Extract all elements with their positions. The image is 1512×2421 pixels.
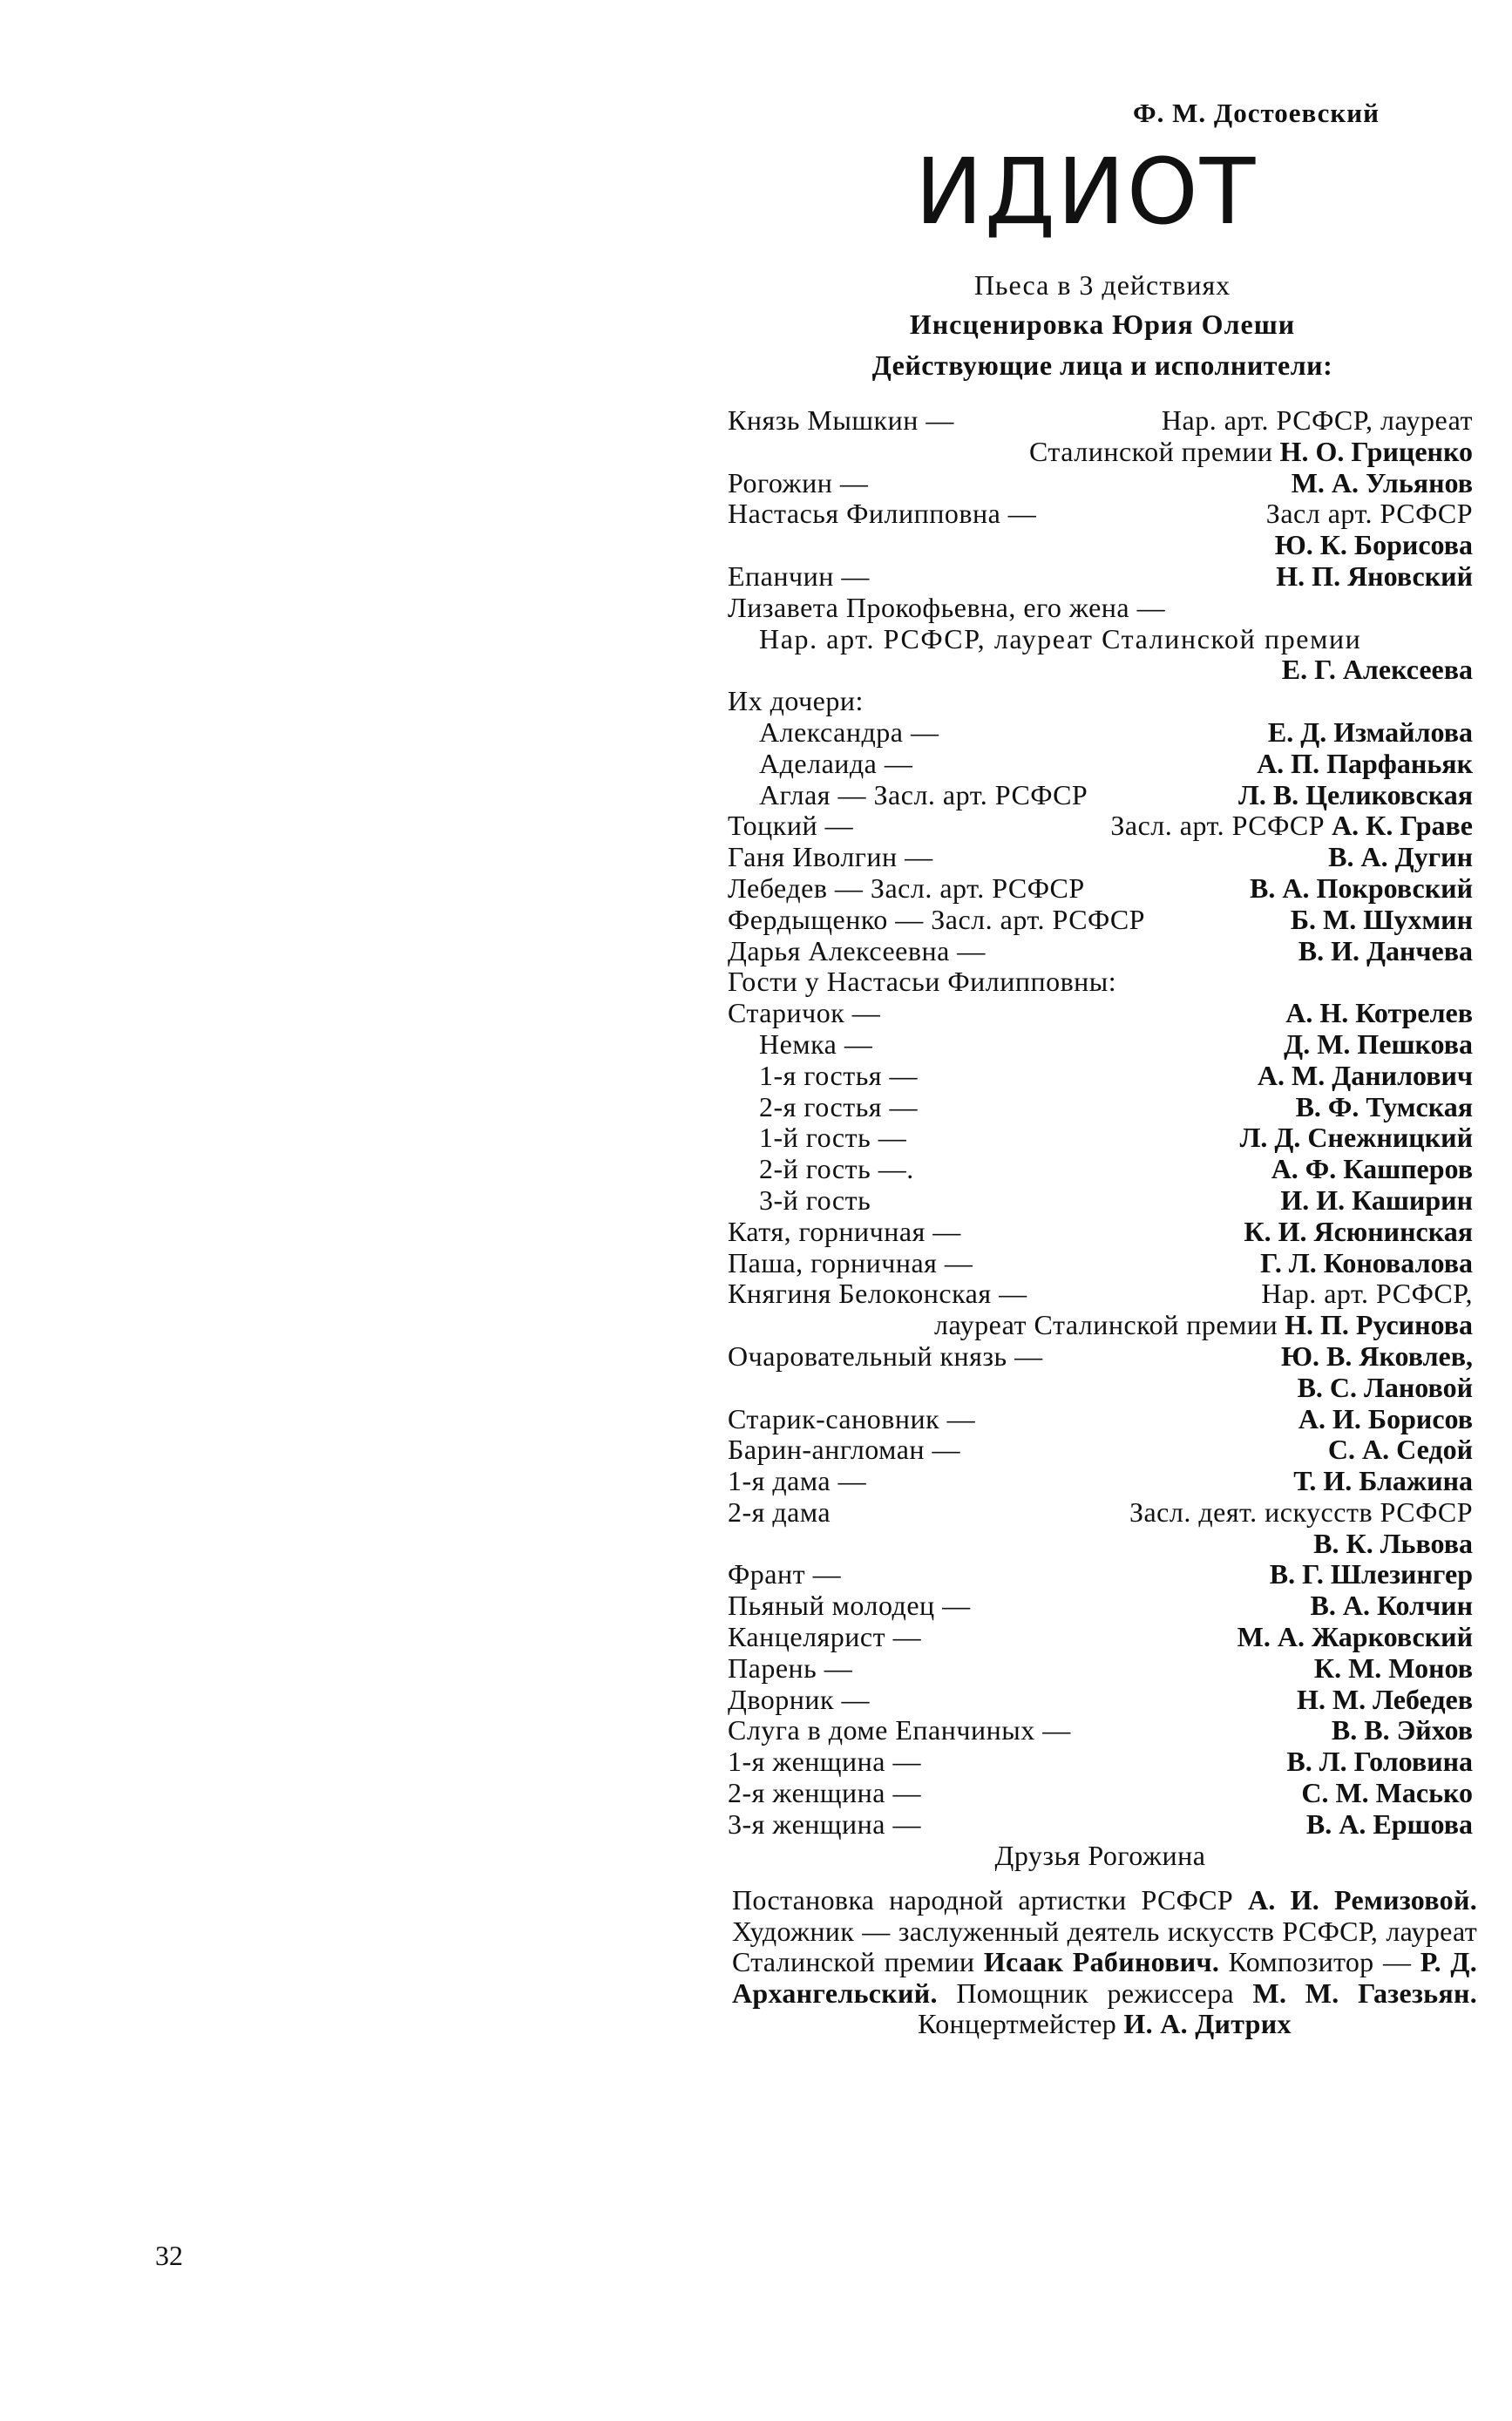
cast-row (728, 998, 1473, 1029)
cast-row (728, 1529, 1473, 1560)
role: Парень — (728, 1651, 853, 1684)
cast-row (728, 1466, 1473, 1497)
cast-row (728, 873, 1473, 905)
actor: В. С. Лановой (1297, 1371, 1473, 1403)
credits-text: Художник — заслуженный деятель искусств РСФСР, лауреат Сталинской премии (732, 1915, 1477, 1977)
role: Канцелярист — (728, 1621, 922, 1653)
credits-name: Р. Д. Архангельский. (732, 1946, 1477, 2009)
actor: А. Ф. Кашперов (1271, 1153, 1473, 1185)
credits-text: Помощник режиссера (937, 1977, 1253, 2009)
cast-row (728, 405, 1473, 437)
cast-row (728, 1685, 1473, 1716)
cast-row (728, 1248, 1473, 1279)
role: 3-я женщина — (728, 1807, 921, 1840)
actor: В. В. Эйхов (1331, 1714, 1473, 1746)
role: Рогожин — (728, 466, 869, 498)
actor: В. И. Данчева (1298, 934, 1473, 966)
group-note: Друзья Рогожина (994, 1839, 1206, 1871)
actor: В. А. Колчин (1310, 1590, 1473, 1622)
cast-row (728, 1715, 1473, 1746)
cast-row (728, 468, 1473, 499)
cast-row (728, 561, 1473, 593)
credits-text: Постановка народной артистки РСФСР (732, 1884, 1248, 1916)
cast-row (728, 1559, 1473, 1590)
actor-title: Нар. арт. РСФСР, лауреат (1161, 404, 1473, 436)
role: Дарья Алексеевна — (728, 934, 986, 966)
cast-row (728, 1841, 1473, 1872)
actor: В. Ф. Тумская (1295, 1090, 1473, 1122)
actor: Е. Д. Измайлова (1267, 715, 1473, 748)
credits-text: Композитор — (1219, 1946, 1420, 1977)
actor: А. П. Парфаньяк (1257, 747, 1473, 779)
actor: В. А. Ершова (1305, 1807, 1473, 1840)
actor: Е. Г. Алексеева (1281, 654, 1473, 686)
role: Старик-сановник — (728, 1402, 976, 1434)
credits-name: Исаак Рабинович. (983, 1946, 1220, 1977)
credits-name: А. И. Ремизовой. (1247, 1884, 1477, 1916)
cast-row (728, 654, 1473, 686)
cast-row (728, 1404, 1473, 1435)
cast-row (728, 1185, 1473, 1217)
actor: В. А. Дугин (1328, 841, 1473, 873)
cast-row (728, 1310, 1473, 1341)
actor-title: лауреат Сталинской премии (934, 1309, 1278, 1341)
role: Тоцкий — (728, 810, 854, 842)
cast-row (728, 1029, 1473, 1061)
role: 1-я женщина — (728, 1746, 921, 1778)
cast-row (728, 936, 1473, 967)
cast-row (728, 1278, 1473, 1310)
cast-row (728, 1341, 1473, 1373)
play-title: ИДИОТ (915, 139, 1258, 245)
actor: В. А. Покровский (1250, 871, 1473, 904)
cast-row (728, 1809, 1473, 1841)
actor: Н. П. Русинова (1285, 1309, 1473, 1341)
author-name: Ф. М. Достоевский (1133, 98, 1380, 128)
actor: С. М. Масько (1301, 1777, 1473, 1809)
cast-heading: Действующие лица и исполнители: (871, 349, 1333, 381)
role: Паша, горничная — (728, 1246, 973, 1278)
cast-row (728, 686, 1473, 717)
role: Ганя Иволгин — (728, 841, 933, 873)
actor-title: Сталинской премии (1028, 435, 1273, 467)
role: Дворник — (728, 1683, 871, 1715)
actor-title: Нар. арт. РСФСР, (1261, 1278, 1473, 1310)
credits-text: Концертмейстер (918, 2008, 1124, 2039)
actor-title: Засл. арт. РСФСР (1110, 810, 1326, 842)
actor: В. К. Львова (1313, 1527, 1473, 1559)
group-heading: Гости у Настасьи Филипповны: (728, 966, 1117, 998)
cast-row (728, 1778, 1473, 1809)
cast-row (728, 498, 1473, 530)
role: Франт — (728, 1558, 842, 1590)
actor: М. А. Ульянов (1291, 466, 1473, 498)
cast-row (728, 437, 1473, 468)
cast-row (728, 1092, 1473, 1123)
actor: А. Н. Котрелев (1285, 997, 1473, 1029)
role: 1-й гость — (759, 1122, 907, 1154)
actor: С. А. Седой (1327, 1434, 1473, 1466)
cast-row (728, 624, 1473, 655)
cast-row (728, 1622, 1473, 1653)
cast-row (728, 717, 1473, 749)
cast-row (728, 966, 1473, 998)
role: 1-я дама — (728, 1465, 867, 1497)
cast-row (728, 780, 1473, 811)
actor-title: Засл арт. РСФСР (1265, 498, 1473, 530)
cast-row (728, 1373, 1473, 1404)
cast-row (728, 1746, 1473, 1778)
role: Пьяный молодец — (728, 1590, 971, 1622)
actor: В. Г. Шлезингер (1269, 1558, 1473, 1590)
cast-row (728, 1122, 1473, 1154)
cast-row (728, 1061, 1473, 1092)
actor: Л. В. Целиковская (1237, 778, 1473, 810)
cast-row (728, 1653, 1473, 1685)
actor: К. М. Монов (1313, 1651, 1473, 1684)
play-subtitle: Пьеса в 3 действиях (973, 269, 1231, 301)
cast-row (728, 1497, 1473, 1529)
cast-row (728, 810, 1473, 842)
credits-name: И. А. Дитрих (1123, 2008, 1292, 2039)
production-credits (732, 1885, 1477, 2040)
cast-row (728, 530, 1473, 561)
role: Катя, горничная — (728, 1215, 961, 1247)
role: Старичок — (728, 997, 881, 1029)
actor-title: Засл. деят. искусств РСФСР (1129, 1495, 1473, 1528)
actor: М. А. Жарковский (1237, 1621, 1473, 1653)
role: Александра — (759, 715, 939, 748)
role: 2-я женщина — (728, 1777, 921, 1809)
cast-row (728, 905, 1473, 936)
role: Барин-англоман — (728, 1434, 961, 1466)
role: Епанчин — (728, 559, 870, 592)
actor: А. М. Данилович (1257, 1059, 1473, 1091)
cast-row (728, 842, 1473, 873)
role: 1-я гостья — (759, 1059, 918, 1091)
actor: Л. Д. Снежницкий (1239, 1122, 1473, 1154)
actor: Н. П. Яновский (1276, 559, 1473, 592)
actor: И. И. Каширин (1280, 1183, 1473, 1216)
actor: А. И. Борисов (1298, 1402, 1473, 1434)
cast-list (728, 405, 1473, 1871)
role: Очаровательный князь — (728, 1339, 1043, 1372)
role: Аделаида — (759, 747, 913, 779)
actor: К. И. Ясюнинская (1244, 1215, 1473, 1247)
actor-title: Нар. арт. РСФСР, лауреат Сталинской премии (759, 622, 1362, 654)
actor: Ю. В. Яковлев, (1281, 1339, 1473, 1372)
cast-row (728, 593, 1473, 624)
role: Лебедев — Засл. арт. РСФСР (728, 871, 1085, 904)
role: Аглая — Засл. арт. РСФСР (759, 778, 1088, 810)
role: Слуга в доме Епанчиных — (728, 1714, 1071, 1746)
role: Настасья Филипповна — (728, 498, 1037, 530)
role: 2-я дама (728, 1495, 831, 1528)
role: 3-й гость (759, 1183, 871, 1216)
role: 2-й гость —. (759, 1153, 914, 1185)
cast-row (728, 1434, 1473, 1466)
role: Лизавета Прокофьевна, его жена — (728, 591, 1166, 623)
actor: Н. М. Лебедев (1297, 1683, 1473, 1715)
role: Фердыщенко — Засл. арт. РСФСР (728, 903, 1145, 935)
actor: Т. И. Блажина (1293, 1465, 1473, 1497)
actor: Н. О. Гриценко (1279, 435, 1473, 467)
credits-name: М. М. Газезьян. (1252, 1977, 1478, 2009)
actor: В. Л. Головина (1286, 1746, 1473, 1778)
cast-row (728, 1217, 1473, 1248)
actor: Б. М. Шухмин (1290, 903, 1473, 935)
cast-row (728, 1590, 1473, 1622)
group-heading: Их дочери: (728, 685, 864, 717)
cast-row (728, 1154, 1473, 1185)
page-number: 32 (155, 2240, 183, 2271)
cast-row (728, 749, 1473, 780)
role: 2-я гостья — (759, 1090, 918, 1122)
actor: Г. Л. Коновалова (1260, 1246, 1473, 1278)
role: Немка — (759, 1027, 873, 1060)
actor: Д. М. Пешкова (1284, 1027, 1473, 1060)
role: Князь Мышкин — (728, 404, 954, 436)
actor: Ю. К. Борисова (1274, 529, 1473, 561)
adaptation-credit: Инсценировка Юрия Олеши (909, 309, 1296, 340)
role: Княгиня Белоконская — (728, 1278, 1027, 1310)
actor: А. К. Граве (1332, 810, 1473, 842)
